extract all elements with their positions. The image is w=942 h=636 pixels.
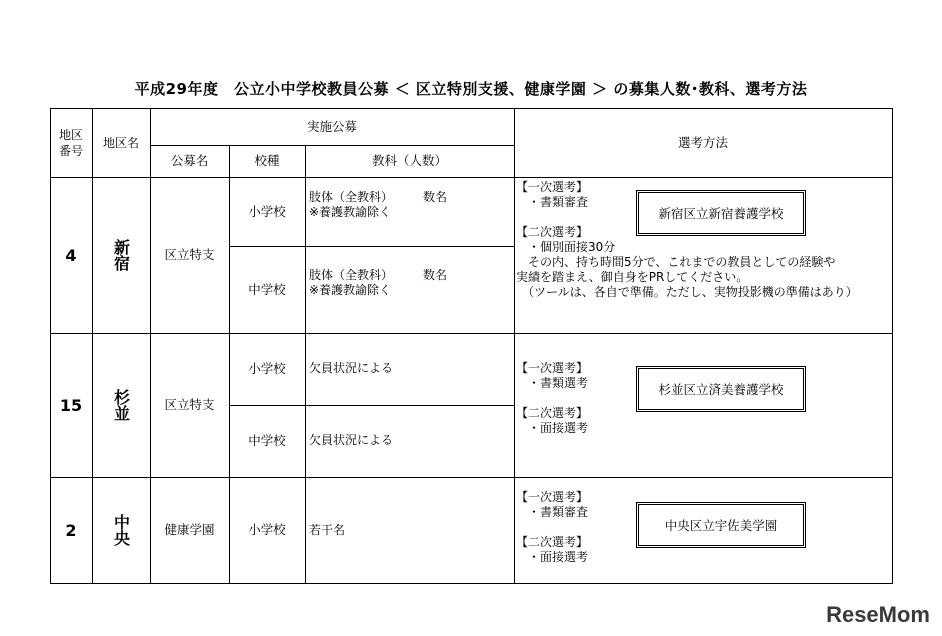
district-name: 新宿 [111, 239, 131, 271]
school-type: 中学校 [248, 281, 286, 297]
selection-method: 【一次選考】 ・書類選考 【二次選考】 ・面接選考 [516, 361, 589, 435]
school-type: 小学校 [248, 361, 286, 376]
selection-method: 【一次選考】 ・書類審査 【二次選考】 ・個別面接30分 その内、持ち時間5分で、これまでの教員としての経験や 実績を踏まえ、御自身をPRしてください。 （ツールは、各自で準備。ただし、実物投影機の準備はあり） [516, 180, 858, 299]
subject: 欠員状況による [309, 361, 394, 375]
school-name-box: 杉並区立済美養護学校 [636, 366, 806, 412]
subject: 若干名 [309, 523, 346, 537]
header-school-type: 校種 [254, 153, 280, 168]
page-title: 平成29年度 公立小中学校教員公募 ＜ 区立特別支援、健康学園 ＞ の募集人数･教科、選考方法 [134, 80, 808, 98]
district-no: 2 [65, 520, 77, 540]
district-no: 4 [65, 245, 77, 265]
district-no: 15 [59, 395, 83, 415]
header-selection: 選考方法 [677, 134, 728, 150]
recruit-name: 健康学園 [164, 522, 215, 537]
header-implementation: 実施公募 [306, 118, 357, 134]
watermark-logo: ReseMom [826, 602, 930, 627]
header-recruit-name: 公募名 [170, 153, 209, 168]
selection-method: 【一次選考】 ・書類審査 【二次選考】 ・面接選考 [516, 490, 589, 564]
school-type: 小学校 [248, 522, 286, 537]
school-type: 中学校 [248, 433, 286, 448]
district-name: 中央 [111, 514, 131, 546]
recruit-name: 区立特支 [164, 247, 215, 262]
recruit-name: 区立特支 [164, 397, 215, 412]
school-name-box: 新宿区立新宿養護学校 [636, 190, 806, 236]
school-name-box: 中央区立宇佐美学園 [636, 502, 806, 548]
subject: 肢体（全教科） 数名 ※養護教諭除く [309, 268, 448, 297]
subject: 肢体（全教科） 数名 ※養護教諭除く [309, 190, 448, 219]
subject: 欠員状況による [309, 433, 394, 447]
district-name: 杉並 [111, 389, 131, 421]
header-district-name: 地区名 [102, 135, 139, 150]
school-type: 小学校 [248, 203, 286, 219]
header-subject: 教科（人数） [371, 153, 447, 168]
header-district-no: 地区 番号 [58, 127, 83, 158]
